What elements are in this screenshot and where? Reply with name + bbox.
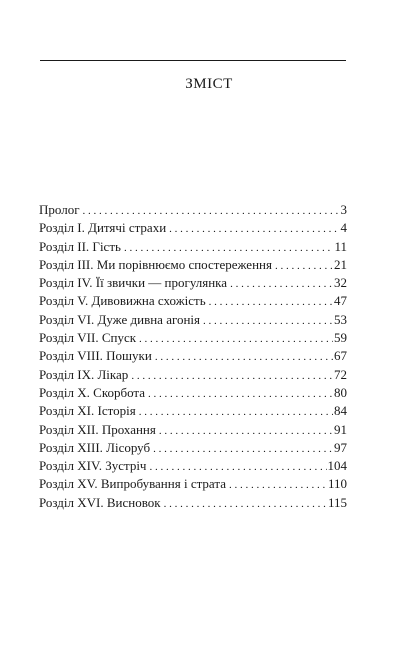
dot-leader <box>275 257 333 275</box>
dot-leader <box>139 330 333 348</box>
toc-entry-page: 110 <box>327 476 347 492</box>
toc-entry-label: Розділ VIII. Пошуки <box>39 348 152 364</box>
toc-entry-page: 72 <box>334 366 347 382</box>
toc-entry-page: 3 <box>340 202 347 217</box>
toc-entry <box>39 439 347 457</box>
toc-entry-page: 115 <box>327 494 347 510</box>
toc-entry <box>39 256 347 274</box>
dot-leader <box>164 495 327 513</box>
toc-entry-page: 91 <box>334 421 347 437</box>
dot-leader <box>155 348 333 366</box>
toc-entry-page: 80 <box>334 384 347 400</box>
toc-entry-label: Розділ IX. Лікар <box>39 366 129 382</box>
dot-leader <box>139 403 333 421</box>
dot-leader <box>124 239 334 257</box>
toc-entry <box>39 311 347 329</box>
toc-entry <box>39 457 347 475</box>
toc-entry <box>39 366 347 384</box>
toc-entry-page: 4 <box>340 220 347 236</box>
toc-entry-label: Розділ XIII. Лісоруб <box>39 439 151 455</box>
toc-entry <box>39 201 347 219</box>
toc-entry <box>39 494 347 512</box>
toc-entry-label: Розділ III. Ми порівнюємо спостереження <box>39 256 272 272</box>
dot-leader <box>148 385 333 403</box>
toc-entry-label: Розділ VI. Дуже дивна агонія <box>39 311 201 327</box>
toc-entry-label: Розділ XVI. Висновок <box>39 494 161 510</box>
toc-entry <box>39 292 347 310</box>
dot-leader <box>159 422 333 440</box>
toc-entry-page: 53 <box>334 311 347 327</box>
toc-entry <box>39 402 347 420</box>
dot-leader <box>131 367 333 385</box>
dot-leader <box>153 440 333 458</box>
toc-entry-page: 21 <box>334 256 347 272</box>
dot-leader <box>230 275 333 293</box>
dot-leader <box>83 202 340 220</box>
toc-entry-label: Розділ XI. Історія <box>39 403 136 419</box>
toc-entry-label: Розділ V. Дивовижна схожість <box>39 293 206 309</box>
dot-leader <box>149 458 326 476</box>
toc-entry-page: 104 <box>327 458 347 474</box>
toc-entry <box>39 329 347 347</box>
dot-leader <box>169 220 339 238</box>
toc-entry-label: Розділ XII. Прохання <box>39 421 156 437</box>
toc-entry-page: 67 <box>334 348 347 364</box>
dot-leader <box>229 476 327 494</box>
toc-entry-label: Розділ I. Дитячі страхи <box>39 220 167 236</box>
toc-entry-label: Розділ XV. Випробування і страта <box>39 476 226 492</box>
toc-entry-page: 11 <box>334 238 347 254</box>
page-title: ЗМІСТ <box>185 76 233 92</box>
toc-entry-label: Розділ VII. Спуск <box>39 330 137 346</box>
toc-entry <box>39 475 347 493</box>
toc-entry-page: 32 <box>334 275 347 291</box>
dot-leader <box>209 293 333 311</box>
toc-entry-label: Розділ II. Гість <box>39 238 121 254</box>
toc-entry <box>39 421 347 439</box>
toc-entry-label: Розділ XIV. Зустріч <box>39 458 147 474</box>
toc-entry-label: Пролог <box>39 202 80 217</box>
toc-entry-label: Розділ X. Скорбота <box>39 384 146 400</box>
toc-entry <box>39 219 347 237</box>
toc-entry <box>39 274 347 292</box>
top-rule <box>40 60 346 61</box>
toc-entry-page: 84 <box>334 403 347 419</box>
table-of-contents <box>39 201 347 512</box>
toc-entry <box>39 347 347 365</box>
dot-leader <box>203 312 333 330</box>
toc-entry <box>39 384 347 402</box>
toc-entry-page: 59 <box>334 330 347 346</box>
toc-entry <box>39 238 347 256</box>
toc-entry-page: 97 <box>334 439 347 455</box>
toc-entry-label: Розділ IV. Її звички — прогулянка <box>39 275 228 291</box>
toc-entry-page: 47 <box>334 293 347 309</box>
